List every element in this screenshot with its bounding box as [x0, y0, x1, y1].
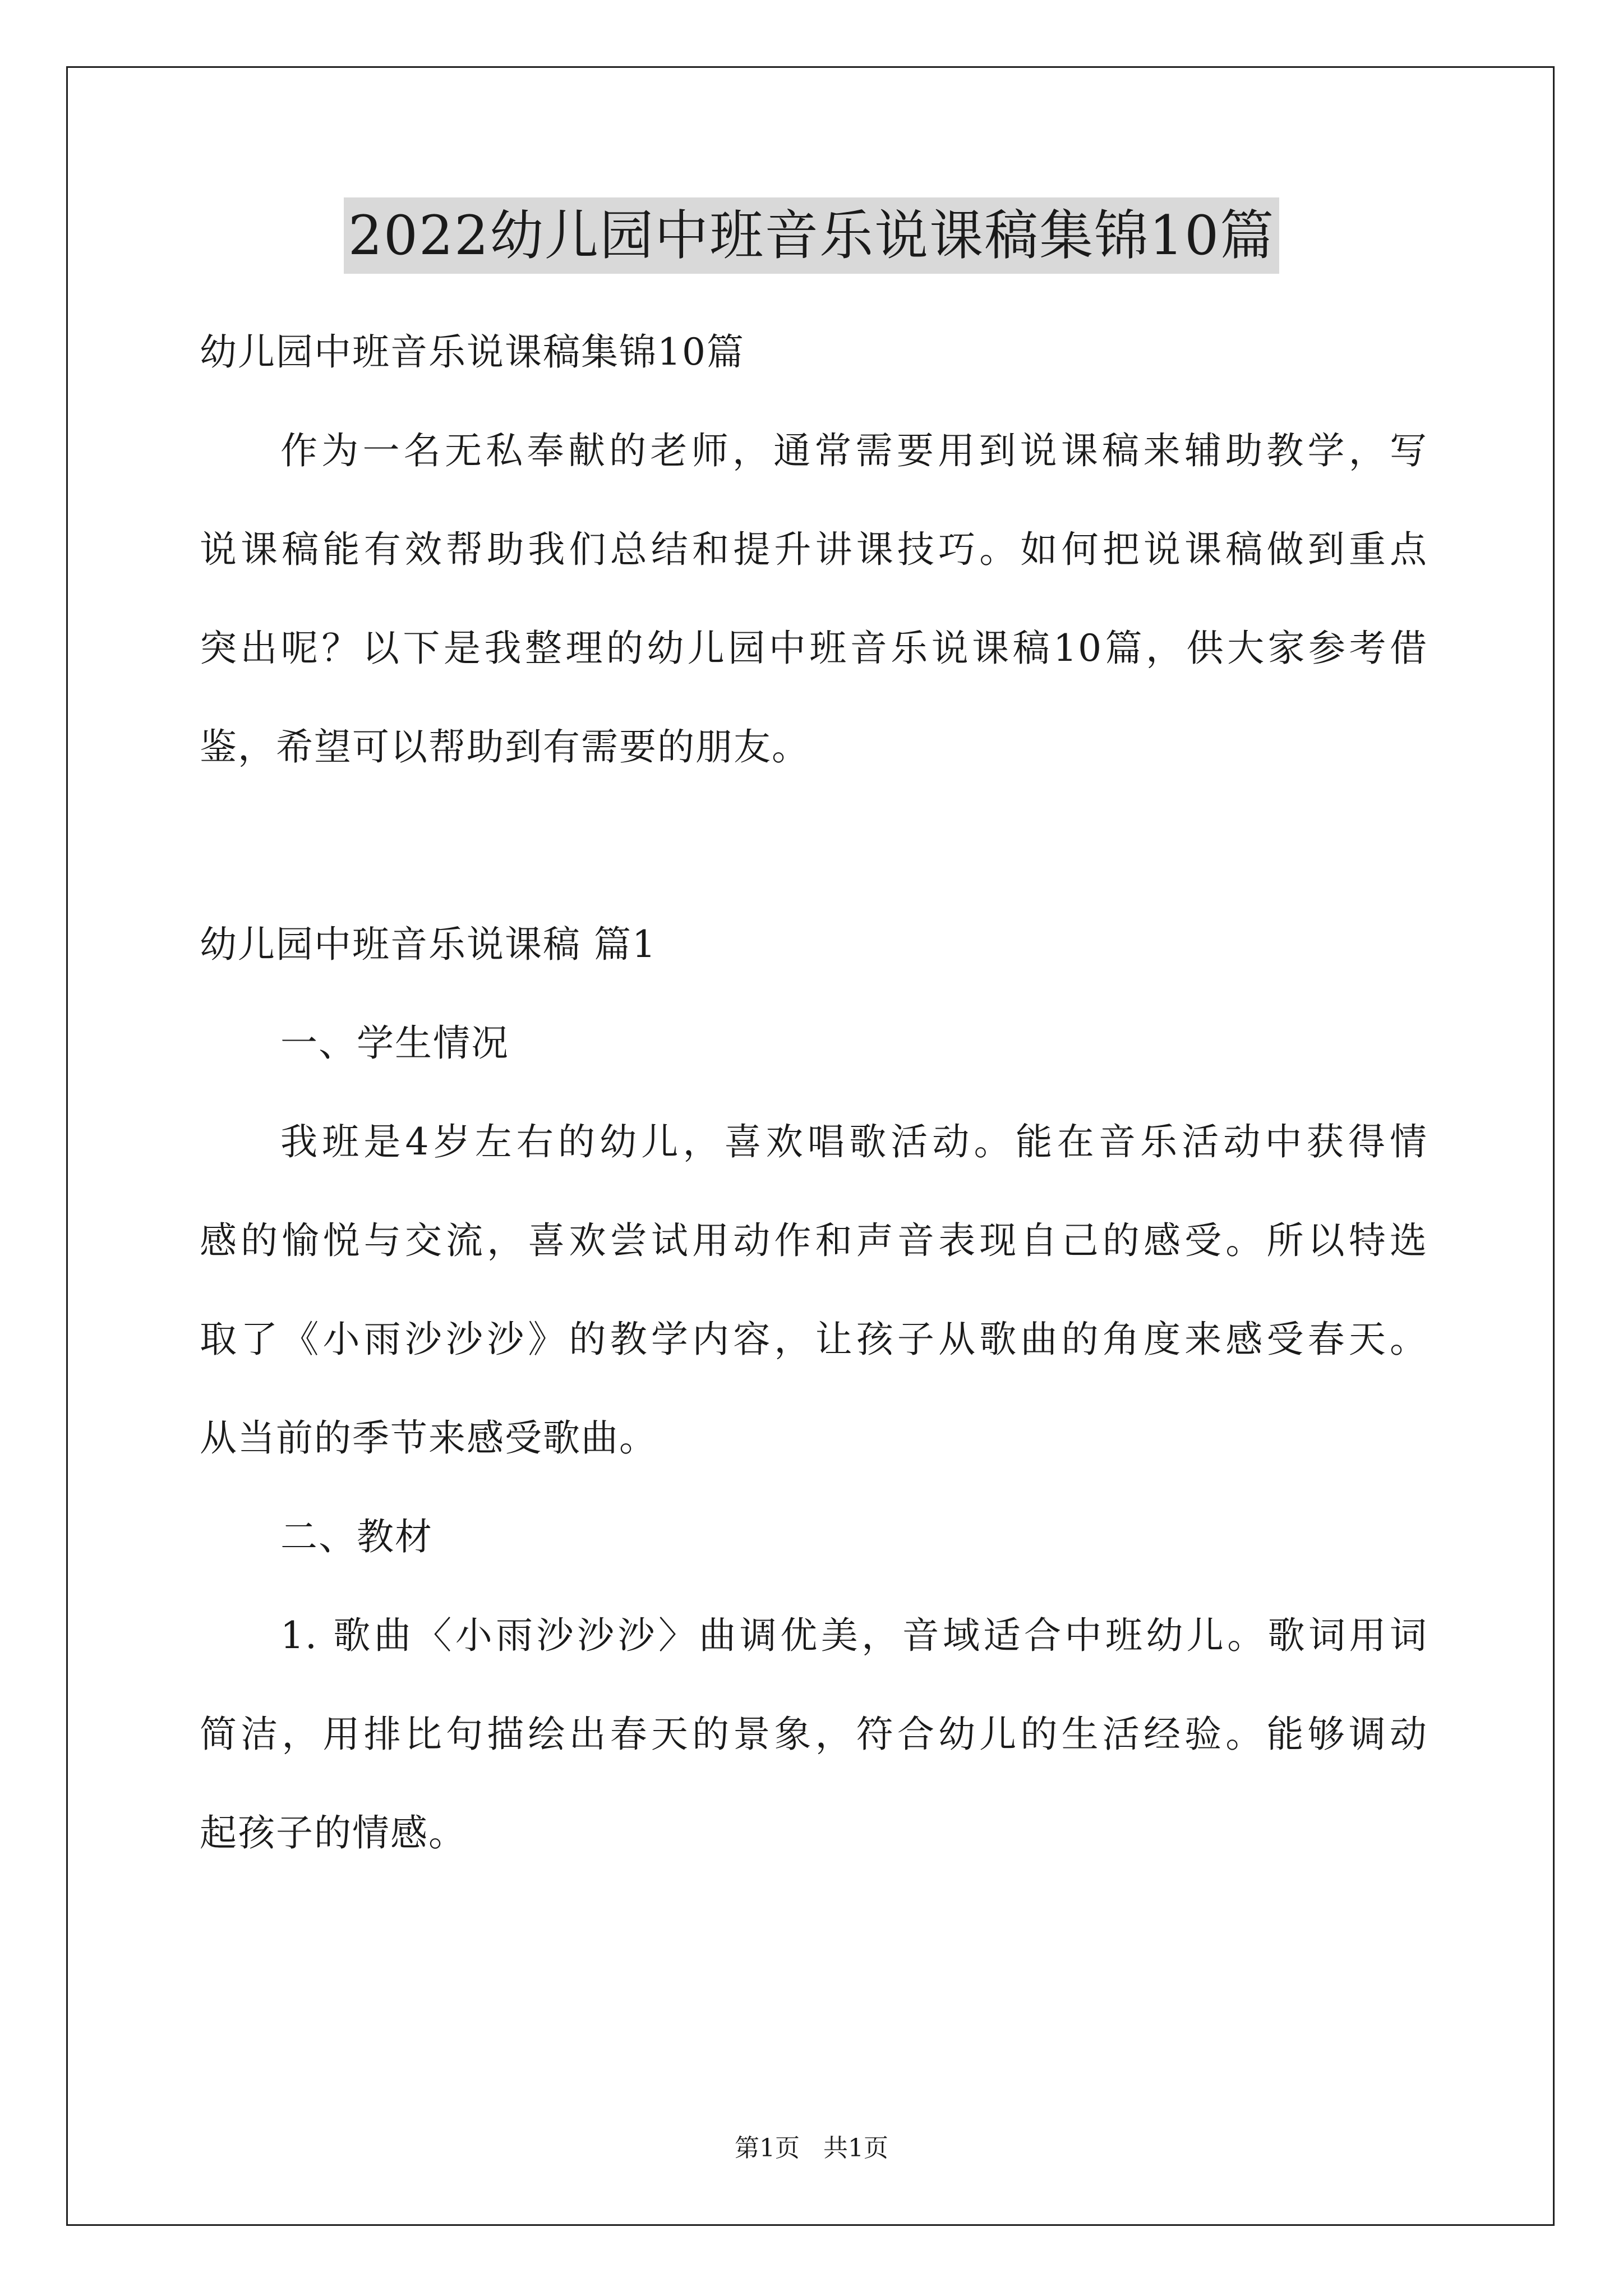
- part2-heading: 二、教材: [280, 1515, 433, 1558]
- intro-line-1: 作为一名无私奉献的老师，通常需要用到说课稿来辅助教学，写: [280, 429, 1428, 472]
- part2-line-2: 简洁，用排比句描绘出春天的景象，符合幼儿的生活经验。能够调动: [200, 1713, 1428, 1756]
- title-container: [0, 197, 1623, 274]
- spacer: [200, 797, 1428, 895]
- part1-line-4: 从当前的季节来感受歌曲。: [200, 1416, 657, 1460]
- intro-line-3: 突出呢？以下是我整理的幼儿园中班音乐说课稿10篇，供大家参考借: [200, 627, 1428, 670]
- section-heading: 幼儿园中班音乐说课稿 篇1: [200, 923, 657, 966]
- page-footer: 第1页 共1页: [735, 2134, 888, 2162]
- subtitle: 幼儿园中班音乐说课稿集锦10篇: [200, 330, 745, 374]
- part1-heading: 一、学生情况: [280, 1022, 509, 1065]
- document-body: [200, 303, 1428, 1883]
- intro-line-4: 鉴，希望可以帮助到有需要的朋友。: [200, 725, 810, 769]
- document-title: 2022幼儿园中班音乐说课稿集锦10篇: [344, 197, 1279, 274]
- part1-line-3: 取了《小雨沙沙沙》的教学内容，让孩子从歌曲的角度来感受春天。: [200, 1318, 1428, 1361]
- part1-line-1: 我班是4岁左右的幼儿，喜欢唱歌活动。能在音乐活动中获得情: [280, 1120, 1428, 1163]
- part2-line-1: 1. 歌曲〈小雨沙沙沙〉曲调优美，音域适合中班幼儿。歌词用词: [280, 1614, 1428, 1657]
- part2-line-3: 起孩子的情感。: [200, 1811, 467, 1855]
- part1-line-2: 感的愉悦与交流，喜欢尝试用动作和声音表现自己的感受。所以特选: [200, 1219, 1428, 1262]
- intro-line-2: 说课稿能有效帮助我们总结和提升讲课技巧。如何把说课稿做到重点: [200, 528, 1428, 571]
